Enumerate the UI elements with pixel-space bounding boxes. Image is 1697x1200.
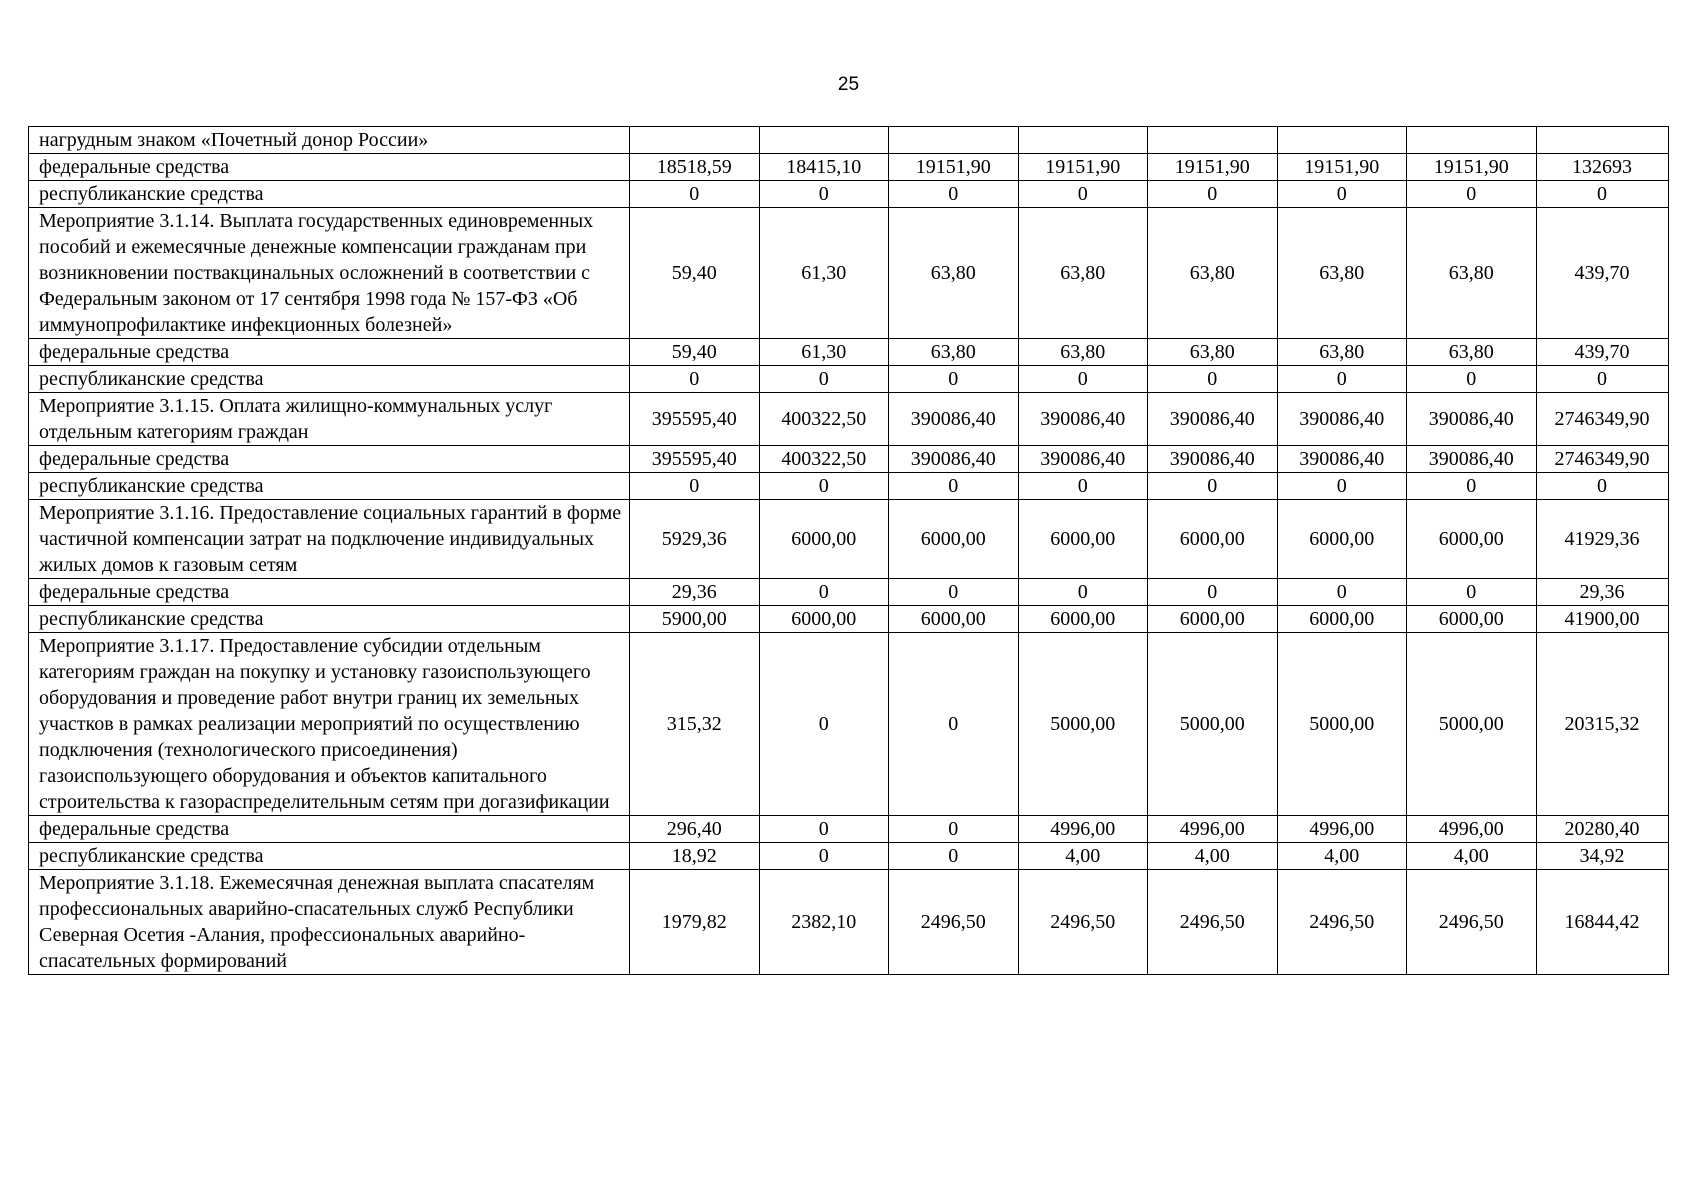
row-label: республиканские средства [29,843,630,870]
value-cell: 390086,40 [889,446,1019,473]
table-row [29,339,1669,366]
row-label: нагрудным знаком «Почетный донор России» [29,127,630,154]
value-cell: 6000,00 [759,606,889,633]
value-cell: 6000,00 [1407,500,1537,579]
row-label: федеральные средства [29,579,630,606]
value-cell: 0 [1018,366,1148,393]
total-cell: 29,36 [1536,579,1668,606]
value-cell: 395595,40 [630,393,760,446]
value-cell: 2496,50 [889,870,1019,975]
value-cell [759,127,889,154]
value-cell [889,127,1019,154]
value-cell: 2496,50 [1018,870,1148,975]
value-cell: 0 [1018,473,1148,500]
value-cell: 63,80 [1018,208,1148,339]
value-cell: 395595,40 [630,446,760,473]
value-cell: 0 [1407,366,1537,393]
value-cell: 2382,10 [759,870,889,975]
budget-table [28,126,1669,975]
value-cell [1148,127,1278,154]
row-label: Мероприятие 3.1.18. Ежемесячная денежная выплата спасателям профессиональных аварийно-спасательных служб Республики Северная Осетия -Алания, профессиональных аварийно-спасательных формирований [29,870,630,975]
total-cell: 34,92 [1536,843,1668,870]
row-label: федеральные средства [29,339,630,366]
value-cell: 390086,40 [1277,446,1407,473]
value-cell: 6000,00 [1018,606,1148,633]
value-cell: 390086,40 [1148,393,1278,446]
table-row [29,127,1669,154]
table-row [29,579,1669,606]
total-cell: 41900,00 [1536,606,1668,633]
value-cell [630,127,760,154]
table-row [29,154,1669,181]
value-cell: 63,80 [889,339,1019,366]
value-cell: 0 [889,181,1019,208]
value-cell: 0 [759,579,889,606]
value-cell: 0 [1148,366,1278,393]
value-cell: 0 [630,181,760,208]
value-cell: 4996,00 [1407,816,1537,843]
value-cell: 6000,00 [1277,500,1407,579]
row-label: республиканские средства [29,181,630,208]
total-cell: 20280,40 [1536,816,1668,843]
total-cell: 0 [1536,473,1668,500]
value-cell: 0 [759,816,889,843]
value-cell: 2496,50 [1277,870,1407,975]
value-cell: 0 [1018,181,1148,208]
total-cell: 2746349,90 [1536,446,1668,473]
value-cell: 6000,00 [889,606,1019,633]
value-cell: 2496,50 [1148,870,1278,975]
total-cell: 41929,36 [1536,500,1668,579]
value-cell: 4,00 [1277,843,1407,870]
value-cell: 0 [1018,579,1148,606]
value-cell: 19151,90 [1018,154,1148,181]
value-cell: 63,80 [1018,339,1148,366]
table-row [29,366,1669,393]
total-cell: 2746349,90 [1536,393,1668,446]
value-cell: 0 [759,633,889,816]
value-cell: 4996,00 [1277,816,1407,843]
value-cell: 0 [1277,579,1407,606]
value-cell: 5000,00 [1407,633,1537,816]
value-cell: 18518,59 [630,154,760,181]
row-label: республиканские средства [29,606,630,633]
value-cell: 0 [1407,473,1537,500]
value-cell: 5000,00 [1148,633,1278,816]
row-label: Мероприятие 3.1.15. Оплата жилищно-коммунальных услуг отдельным категориям граждан [29,393,630,446]
value-cell: 5000,00 [1277,633,1407,816]
value-cell: 4,00 [1018,843,1148,870]
value-cell: 0 [1407,181,1537,208]
table-row [29,843,1669,870]
row-label: республиканские средства [29,366,630,393]
value-cell [1018,127,1148,154]
total-cell: 132693 [1536,154,1668,181]
row-label: Мероприятие 3.1.17. Предоставление субсидии отдельным категориям граждан на покупку и установку газоиспользующего оборудования и проведение работ внутри границ их земельных участков в рамках реализации мероприятий по осуществлению подключения (технологического присоединения) газоиспользующего оборудования и объектов капитального строительства к газораспределительным сетям при догазификации [29,633,630,816]
row-label: республиканские средства [29,473,630,500]
table-row [29,473,1669,500]
total-cell: 0 [1536,181,1668,208]
value-cell: 390086,40 [1407,446,1537,473]
value-cell: 6000,00 [889,500,1019,579]
value-cell: 19151,90 [1148,154,1278,181]
row-label: федеральные средства [29,816,630,843]
value-cell: 390086,40 [889,393,1019,446]
table-row [29,446,1669,473]
table-row [29,870,1669,975]
value-cell: 6000,00 [1277,606,1407,633]
row-label: Мероприятие 3.1.14. Выплата государственных единовременных пособий и ежемесячные денежные компенсации гражданам при возникновении поствакцинальных осложнений в соответствии с Федеральным законом от 17 сентября 1998 года № 157-ФЗ «Об иммунопрофилактике инфекционных болезней» [29,208,630,339]
value-cell [1277,127,1407,154]
value-cell: 400322,50 [759,446,889,473]
value-cell: 4,00 [1148,843,1278,870]
page-number: 25 [837,74,860,95]
value-cell: 61,30 [759,339,889,366]
total-cell: 439,70 [1536,339,1668,366]
value-cell: 19151,90 [889,154,1019,181]
value-cell: 5900,00 [630,606,760,633]
value-cell: 5929,36 [630,500,760,579]
value-cell: 18415,10 [759,154,889,181]
value-cell: 0 [889,473,1019,500]
value-cell: 0 [1148,181,1278,208]
value-cell: 0 [759,473,889,500]
value-cell: 390086,40 [1018,446,1148,473]
value-cell: 0 [1277,473,1407,500]
value-cell: 6000,00 [1407,606,1537,633]
value-cell: 61,30 [759,208,889,339]
value-cell: 6000,00 [1148,500,1278,579]
value-cell: 390086,40 [1277,393,1407,446]
value-cell: 0 [889,579,1019,606]
value-cell: 0 [1148,473,1278,500]
row-label: федеральные средства [29,154,630,181]
value-cell: 0 [759,181,889,208]
value-cell: 0 [889,843,1019,870]
value-cell: 0 [759,366,889,393]
value-cell: 18,92 [630,843,760,870]
value-cell [1407,127,1537,154]
total-cell: 20315,32 [1536,633,1668,816]
value-cell: 19151,90 [1277,154,1407,181]
value-cell: 0 [1277,181,1407,208]
table-row [29,181,1669,208]
value-cell: 0 [889,366,1019,393]
value-cell: 400322,50 [759,393,889,446]
value-cell: 315,32 [630,633,760,816]
table-row [29,393,1669,446]
total-cell [1536,127,1668,154]
value-cell: 0 [759,843,889,870]
value-cell: 0 [630,366,760,393]
total-cell: 16844,42 [1536,870,1668,975]
value-cell: 390086,40 [1018,393,1148,446]
value-cell: 29,36 [630,579,760,606]
value-cell: 63,80 [1407,339,1537,366]
value-cell: 63,80 [1148,339,1278,366]
value-cell: 0 [1148,579,1278,606]
value-cell: 0 [1277,366,1407,393]
value-cell: 390086,40 [1407,393,1537,446]
value-cell: 6000,00 [759,500,889,579]
value-cell: 4996,00 [1018,816,1148,843]
total-cell: 439,70 [1536,208,1668,339]
value-cell: 0 [889,816,1019,843]
table-row [29,633,1669,816]
value-cell: 0 [1407,579,1537,606]
value-cell: 390086,40 [1148,446,1278,473]
value-cell: 59,40 [630,339,760,366]
value-cell: 0 [889,633,1019,816]
value-cell: 63,80 [1277,208,1407,339]
value-cell: 19151,90 [1407,154,1537,181]
table-row [29,500,1669,579]
value-cell: 63,80 [1407,208,1537,339]
value-cell: 6000,00 [1018,500,1148,579]
value-cell: 63,80 [889,208,1019,339]
value-cell: 0 [630,473,760,500]
value-cell: 5000,00 [1018,633,1148,816]
value-cell: 6000,00 [1148,606,1278,633]
row-label: Мероприятие 3.1.16. Предоставление социальных гарантий в форме частичной компенсации затрат на подключение индивидуальных жилых домов к газовым сетям [29,500,630,579]
value-cell: 1979,82 [630,870,760,975]
value-cell: 59,40 [630,208,760,339]
value-cell: 4,00 [1407,843,1537,870]
row-label: федеральные средства [29,446,630,473]
total-cell: 0 [1536,366,1668,393]
value-cell: 2496,50 [1407,870,1537,975]
table-row [29,816,1669,843]
value-cell: 63,80 [1148,208,1278,339]
table-row [29,208,1669,339]
value-cell: 4996,00 [1148,816,1278,843]
value-cell: 296,40 [630,816,760,843]
table-row [29,606,1669,633]
value-cell: 63,80 [1277,339,1407,366]
